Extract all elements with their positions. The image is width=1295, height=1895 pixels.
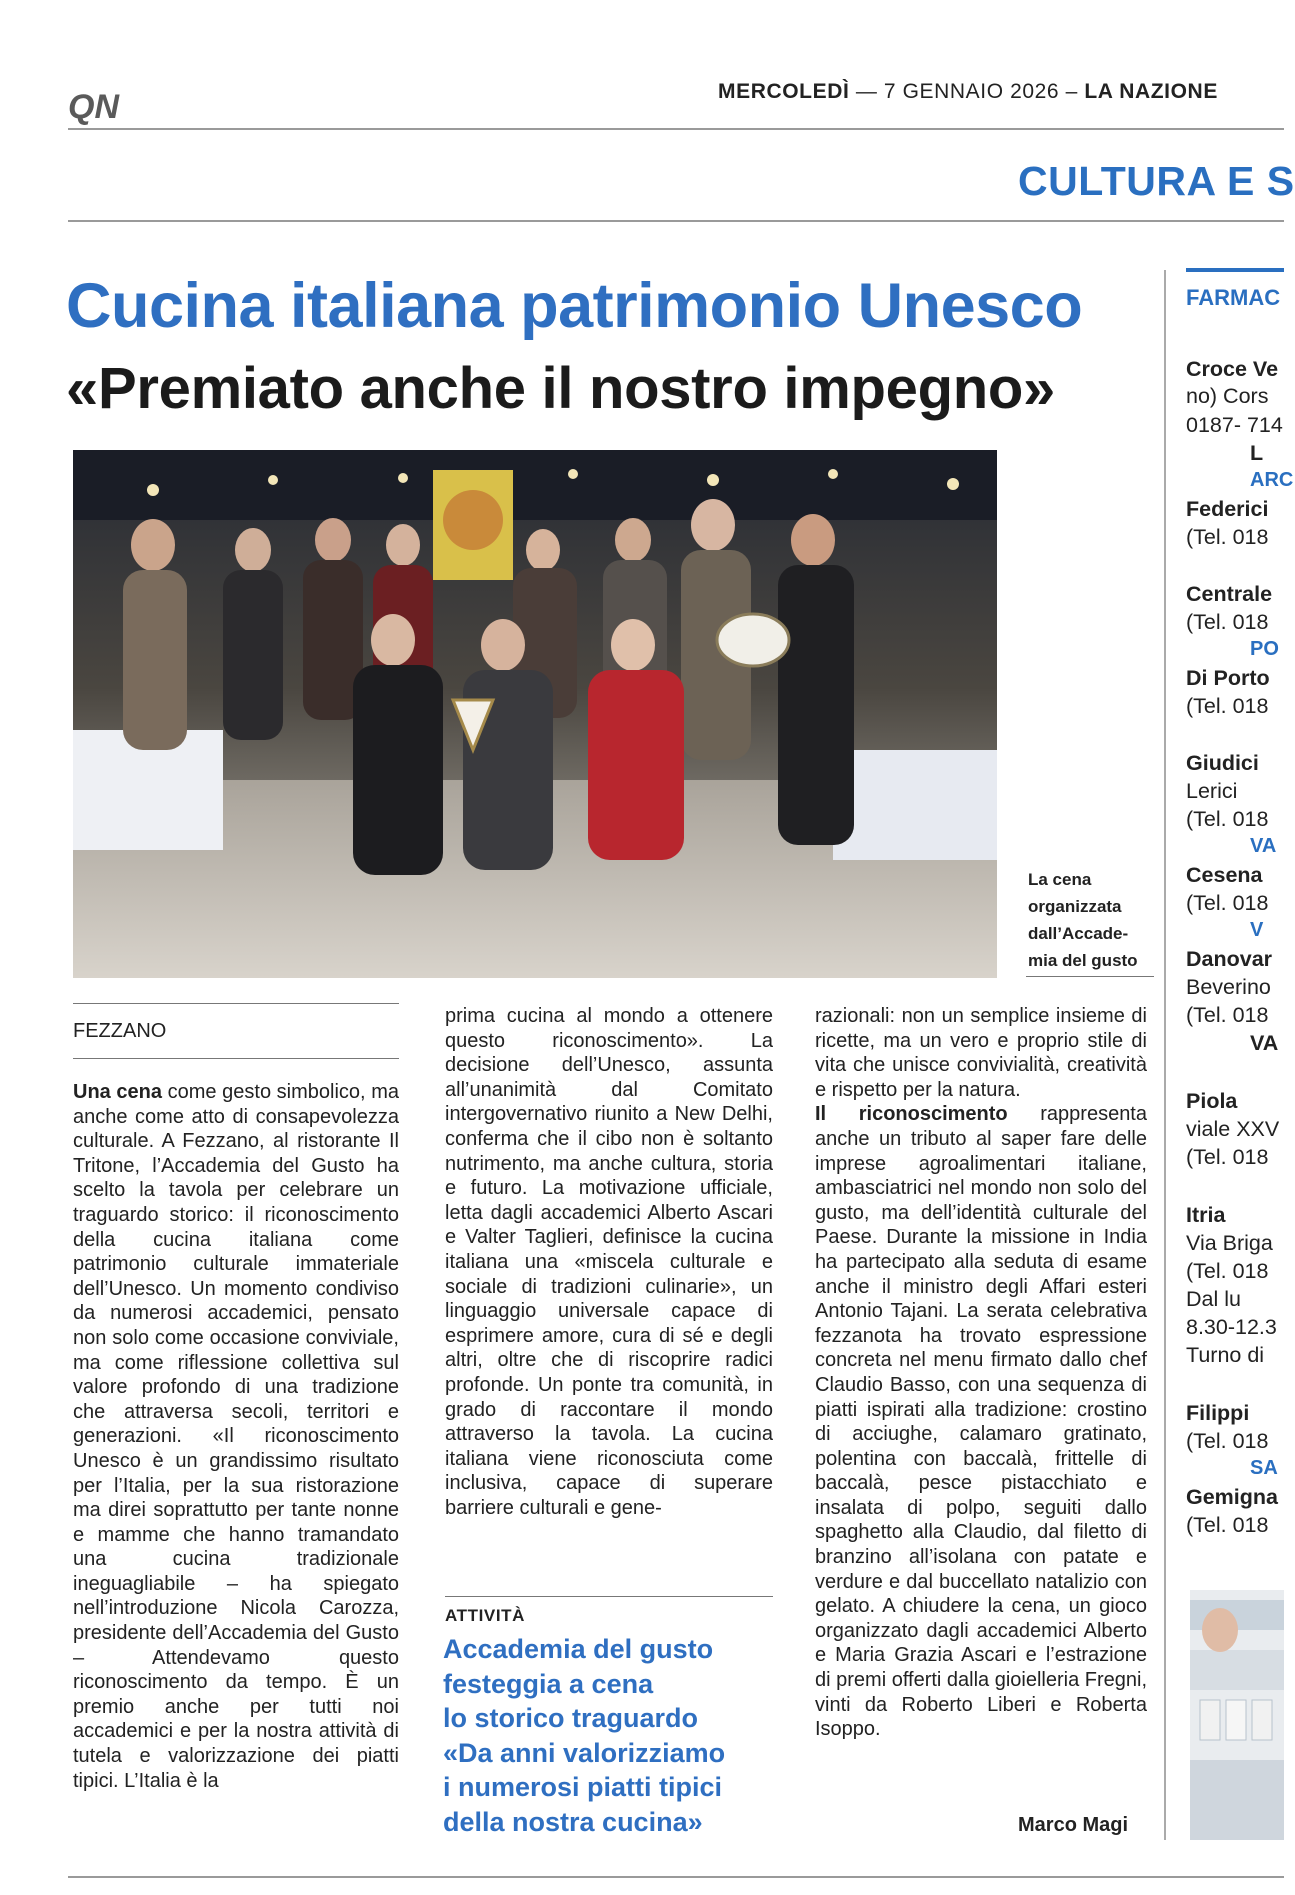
top-rule [68, 128, 1284, 130]
newspaper-name: LA NAZIONE [1084, 80, 1218, 103]
section-title: CULTURA E S [1018, 158, 1295, 204]
caption-line: mia del gusto [1028, 951, 1138, 970]
pharmacy-line: Lerici [1186, 779, 1238, 803]
pharmacy-line: (Tel. 018 [1186, 1259, 1269, 1283]
subheadline: «Premiato anche il nostro impegno» [66, 356, 1055, 421]
pharmacy-line: V [1250, 919, 1264, 941]
box-title-line: Accademia del gusto [443, 1634, 714, 1664]
box-title-line: della nostra cucina» [443, 1806, 703, 1837]
column-rule [73, 1058, 399, 1059]
box-title-line: «Da anni valorizziamo [443, 1737, 726, 1768]
pharmacy-line: Centrale [1186, 582, 1273, 606]
pharmacy-line: (Tel. 018 [1186, 891, 1269, 915]
box-title-line: lo storico traguardo [443, 1703, 699, 1733]
pharmacy-line: (Tel. 018 [1186, 1003, 1269, 1027]
article-column-1 [73, 1080, 399, 1793]
pharmacy-line: PO [1250, 638, 1279, 660]
issue-date: 7 GENNAIO 2026 [883, 80, 1060, 103]
box-rule [445, 1596, 773, 1597]
caption-line: La cena [1028, 870, 1092, 889]
box-kicker: ATTIVITÀ [445, 1606, 526, 1625]
pharmacy-line: viale XXV [1186, 1117, 1280, 1141]
dateline-separator: – [1065, 80, 1078, 103]
body-text: rappresenta anche un tributo al saper fare delle imprese agroalimentari italiane, ambasciatrici nel mondo non solo del gusto, ma dell’identità culturale del Paese. Durante la missione in India ha partecipato alla seduta di esame anche il ministro degli Affari esteri Antonio Tajani. La serata celebrativa fezzanota ha trovato espressione concreta nel menu firmato dallo chef Claudio Basso, con una sequenza di piatti ispirati alla tradizione: crostino di acciughe, calamaro gratinato, polentina con baccalà, frittelle di baccalà, pesce pistacchiato e insalata di polpo, seguiti dallo spaghetto alla Claudio, dal filetto di branzino all’isolana con patate e verdure e dal buccellato natalizio con gelato. A chiudere la cena, un gioco organizzato dagli accademici Alberto e Maria Grazia Ascari e l’estrazione di premi offerti dalla gioielleria Fregni, vinti da Roberto Liberi e Roberta Isoppo. [815, 1103, 1148, 1741]
column-divider [1164, 270, 1166, 1840]
pharmacy-line: 0187- 714 [1186, 413, 1283, 437]
pharmacy-line: Beverino [1186, 975, 1271, 999]
pharmacy-line: (Tel. 018 [1186, 610, 1269, 634]
article-column-3 [815, 1004, 1147, 1742]
pharmacy-line: Gemigna [1186, 1485, 1278, 1509]
group-photo [73, 450, 997, 978]
pharmacy-line: Filippi [1186, 1401, 1250, 1425]
pharmacy-line: Piola [1186, 1089, 1238, 1113]
article-column-2 [445, 1004, 773, 1520]
weekday: MERCOLEDÌ [718, 80, 850, 103]
dateline-separator: — [855, 80, 878, 103]
pharmacy-line: 8.30-12.3 [1186, 1315, 1277, 1339]
body-text: razionali: non un semplice insieme di ricette, ma un vero e proprio stile di vita che unisce convivialità, creatività e rispetto per la natura. [815, 1005, 1147, 1101]
pharmacy-line: ARC [1250, 469, 1294, 491]
column-rule [73, 1003, 399, 1004]
pharmacy-line: VA [1250, 1031, 1279, 1055]
pharmacy-photo [1190, 1590, 1284, 1840]
pharmacy-line: Federici [1186, 497, 1269, 521]
pharmacy-line: SA [1250, 1457, 1278, 1479]
pharmacy-line: Croce Ve [1186, 357, 1279, 381]
qn-logo [68, 88, 146, 124]
body-text: prima cucina al mondo a ottenere questo riconoscimento». La decisione dell’Unesco, assunta all’unanimità dal Comitato intergovernativo riunito a New Delhi, conferma che il cibo non è soltanto nutrimento, ma anche cultura, storia e futuro. La motivazione ufficiale, letta dagli accademici Alberto Ascari e Valter Taglieri, definisce la cucina italiana una «miscela culturale e sociale di tradizioni culinarie», un linguaggio universale capace di esprimere amore, cura di sé e degli altri, oltre che di riscoprire radici profonde. Un ponte tra comunità, in grado di raccontare il mondo attraverso la tavola. La cucina italiana viene riconosciuta come inclusiva, capace di superare barriere culturali e gene- [445, 1005, 773, 1519]
pharmacy-line: Giudici [1186, 751, 1259, 775]
pharmacy-line: (Tel. 018 [1186, 1145, 1269, 1169]
pharmacy-line: (Tel. 018 [1186, 1429, 1269, 1453]
caption-line: organizzata [1028, 897, 1122, 916]
pharmacy-header: FARMAC [1186, 285, 1281, 310]
box-title-line: festeggia a cena [443, 1668, 654, 1699]
pharmacy-line: Danovar [1186, 947, 1273, 971]
pharmacy-line: VA [1250, 835, 1277, 857]
body-text: come gesto simbolico, ma anche come atto di consapevolezza culturale. A Fezzano, al ristorante Il Tritone, l’Accademia del Gusto ha scelto la tavola per celebrare un traguardo storico: il riconoscimento della cucina italiana come patrimonio culturale immateriale dell’Unesco. Un momento condiviso da numerosi accademici, pensato non solo come occasione conviviale, ma come riflessione collettiva sul valore profondo di una tradizione che attraversa secoli, territori e generazioni. «Il riconoscimento Unesco è un grandissimo risultato per l’Italia, per la sua ristorazione ma direi soprattutto per tante nonne e mamme che hanno tramandato una cucina tradizionale ineguagliabile – ha spiegato nell’introduzione Nicola Carozza, presidente dell’Accademia del Gusto – Attendevamo questo riconoscimento da tempo. È un premio anche per tutti noi accademici e per la nostra attività di tutela e valorizzazione dei piatti tipici. L’Italia è la [73, 1081, 399, 1792]
logo-text: QN [68, 88, 119, 126]
pharmacy-line: no) Cors [1186, 384, 1269, 408]
box-title [443, 1632, 793, 1839]
photo-caption [1028, 866, 1152, 974]
pharmacy-line: Via Briga [1186, 1231, 1273, 1255]
dateline-place: FEZZANO [73, 1020, 167, 1042]
dateline [718, 80, 1218, 104]
pharmacy-line: (Tel. 018 [1186, 525, 1269, 549]
pharmacy-line: Itria [1186, 1203, 1226, 1227]
bottom-rule [68, 1876, 1284, 1878]
pharmacy-line: Di Porto [1186, 666, 1270, 690]
pharmacy-line: (Tel. 018 [1186, 1513, 1269, 1537]
pharmacy-line: L [1250, 441, 1264, 465]
caption-line: dall’Accade- [1028, 924, 1129, 943]
box-title-line: i numerosi piatti tipici [443, 1772, 723, 1802]
pharmacy-header-bar [1186, 268, 1284, 272]
headline: Cucina italiana patrimonio Unesco [66, 271, 1083, 341]
pharmacy-line: (Tel. 018 [1186, 694, 1269, 718]
pharmacy-line: Cesena [1186, 863, 1263, 887]
author-signature: Marco Magi [1018, 1814, 1129, 1836]
lead-in: Il riconoscimento [815, 1103, 1008, 1126]
lead-in: Una cena [73, 1081, 162, 1103]
pharmacy-line: Dal lu [1186, 1287, 1241, 1311]
pharmacy-line: Turno di [1186, 1343, 1265, 1367]
caption-rule [1026, 976, 1154, 977]
section-rule [68, 220, 1284, 222]
pharmacy-line: (Tel. 018 [1186, 807, 1269, 831]
